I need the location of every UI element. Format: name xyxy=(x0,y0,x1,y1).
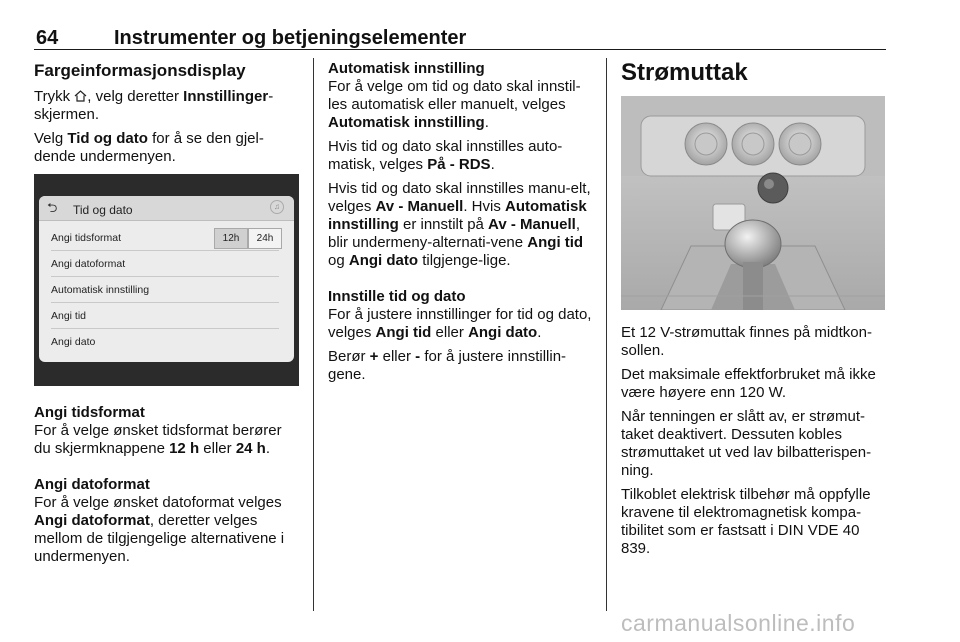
paragraph xyxy=(328,348,594,384)
option-term: Av - Manuell xyxy=(375,198,464,215)
text: . xyxy=(265,440,270,457)
option-12h: 12h xyxy=(214,228,248,249)
plus-symbol: + xyxy=(369,348,379,365)
page-title: Instrumenter og betjeningselementer xyxy=(114,27,467,49)
home-icon xyxy=(74,90,87,102)
section-heading: Fargeinformasjonsdisplay xyxy=(34,61,246,80)
center-console-illustration xyxy=(621,96,885,310)
option-term: 12 h xyxy=(169,440,200,457)
text: Trykk xyxy=(34,88,71,105)
text: for å se den gjel-dende undermenyen. xyxy=(34,130,264,165)
column-2 xyxy=(328,60,594,390)
screen-title: Tid og dato xyxy=(73,203,133,217)
center-console-photo xyxy=(621,96,885,310)
text: Velg xyxy=(34,130,64,147)
text: tilgjenge-lige. xyxy=(422,252,511,269)
menu-term: Angi dato xyxy=(348,252,419,269)
text: Berør xyxy=(328,348,366,365)
column-3 xyxy=(621,58,891,564)
paragraph xyxy=(34,130,299,166)
menu-term: Tid og dato xyxy=(67,130,148,147)
text: For å velge om tid og dato skal innstil-les automatisk eller manuelt, velges xyxy=(328,78,581,113)
music-note-icon: ♫ xyxy=(270,200,284,214)
screen-row xyxy=(51,252,279,277)
screen-display xyxy=(39,196,294,362)
column-1 xyxy=(34,60,299,572)
screen-row xyxy=(51,226,279,251)
text: . xyxy=(490,156,495,173)
paragraph xyxy=(328,78,594,132)
column-divider xyxy=(606,58,607,611)
screen-row-label: Automatisk innstilling xyxy=(51,284,150,296)
text: . xyxy=(484,114,489,131)
text: . Hvis xyxy=(463,198,501,215)
menu-term: Angi datoformat xyxy=(34,512,150,529)
paragraph xyxy=(328,306,594,342)
screen-row-label: Angi datoformat xyxy=(51,258,126,270)
option-term: Av - Manuell xyxy=(488,216,576,233)
text: , blir undermeny-alternati-vene xyxy=(328,216,581,251)
paragraph: Tilkoblet elektrisk tilbehør må oppfylle kravene til elektromagnetisk kompa-tibilitet som er fastsatt i DIN VDE 40 839. xyxy=(621,486,871,557)
text: for å justere innstillin-gene. xyxy=(328,348,567,383)
option-24h: 24h xyxy=(248,228,282,249)
screen-row-label: Angi tid xyxy=(51,310,87,322)
menu-term: Angi tid xyxy=(527,234,584,251)
text: , deretter velges mellom de tilgjengelige alternativene i undermenyen. xyxy=(34,512,285,565)
text: eller xyxy=(382,348,411,365)
text: Hvis tid og dato skal innstilles manu-elt, velges xyxy=(328,180,591,215)
paragraph: Når tenningen er slått av, er strømut-taket deaktivert. Dessuten kobles strømuttaket ut ved lav bilbatterispen-ning. xyxy=(621,408,872,479)
paragraph: Det maksimale effektforbruket må ikke være høyere enn 120 W. xyxy=(621,366,876,401)
text: , velg deretter xyxy=(87,88,179,105)
text: For å velge ønsket tidsformat berører du skjermknappene xyxy=(34,422,282,457)
minus-symbol: - xyxy=(415,348,421,365)
page-header xyxy=(34,27,886,50)
menu-term: Innstillinger xyxy=(183,88,269,105)
paragraph xyxy=(34,422,299,458)
text: For å velge ønsket datoformat velges xyxy=(34,494,282,511)
menu-term: Automatisk innstilling xyxy=(328,198,587,233)
screen-row-label: Angi dato xyxy=(51,336,96,348)
subsection-title: Innstille tid og dato xyxy=(328,288,466,305)
menu-term: Angi tid xyxy=(375,324,432,341)
screen-row xyxy=(51,278,279,303)
paragraph xyxy=(34,494,299,566)
paragraph: Et 12 V-strømuttak finnes på midtkon-sollen. xyxy=(621,324,872,359)
text: -skjermen. xyxy=(34,88,274,123)
menu-term: Automatisk innstilling xyxy=(328,114,485,131)
text: Hvis tid og dato skal innstilles auto-matisk, velges xyxy=(328,138,563,173)
watermark: carmanualsonline.info xyxy=(621,610,856,636)
text: . xyxy=(537,324,542,341)
text: eller xyxy=(435,324,464,341)
option-term: På - RDS xyxy=(427,156,491,173)
screen-row-label: Angi tidsformat xyxy=(51,232,122,244)
section-heading: Strømuttak xyxy=(621,59,748,86)
subsection-title: Automatisk innstilling xyxy=(328,60,485,77)
text: For å justere innstillinger for tid og dato, velges xyxy=(328,306,592,341)
subsection-title: Angi datoformat xyxy=(34,476,150,493)
subsection-title: Angi tidsformat xyxy=(34,404,145,421)
column-divider xyxy=(313,58,314,611)
screen-header xyxy=(39,196,294,221)
paragraph xyxy=(328,180,594,270)
menu-term: Angi dato xyxy=(468,324,538,341)
screen-row xyxy=(51,330,279,354)
text: er innstilt på xyxy=(403,216,484,233)
paragraph xyxy=(328,138,594,174)
text: eller xyxy=(203,440,232,457)
text: og xyxy=(328,252,345,269)
back-arrow-icon: ⮌ xyxy=(47,200,58,215)
option-term: 24 h xyxy=(235,440,266,457)
paragraph xyxy=(34,88,299,124)
page-number: 64 xyxy=(36,27,59,49)
screen-illustration xyxy=(34,174,299,386)
screen-row xyxy=(51,304,279,329)
